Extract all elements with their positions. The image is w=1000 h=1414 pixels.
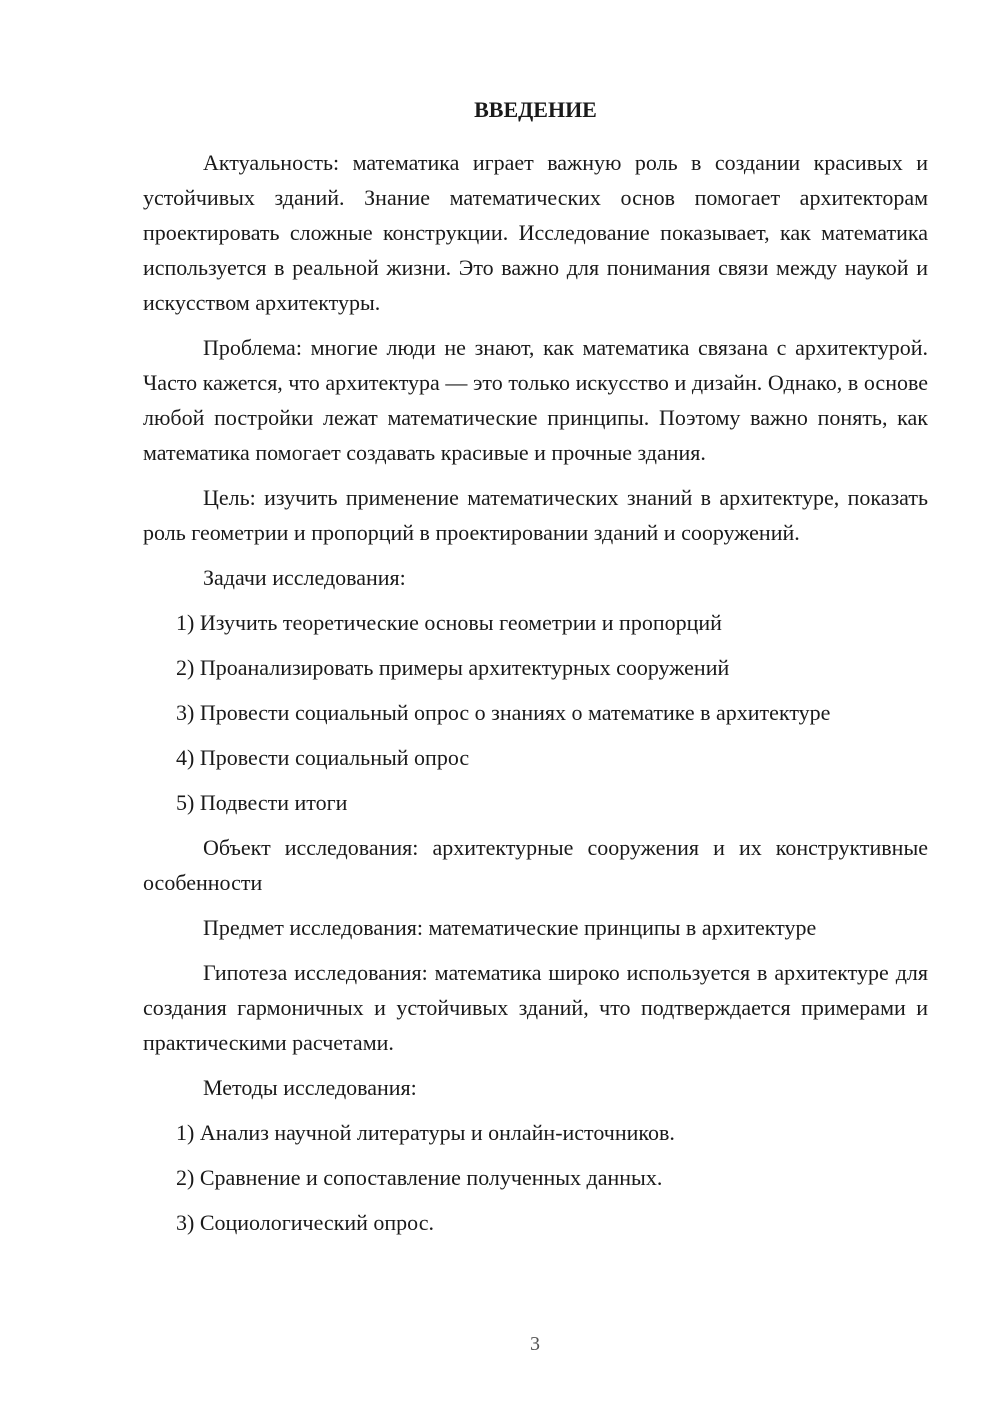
page-title: ВВЕДЕНИЕ — [474, 97, 597, 122]
method-item-3: 3) Социологический опрос. — [176, 1210, 434, 1235]
method-item-2: 2) Сравнение и сопоставление полученных данных. — [176, 1165, 663, 1190]
paragraph-relevance: Актуальность: математика играет важную роль в создании красивых и устойчивых зданий. Знание математических основ помогает архитекторам проектировать сложные конструкции. Исследование показывает, как математика используется в реальной жизни. Это важно для понимания связи между наукой и искусством архитектуры. — [143, 150, 928, 315]
task-item-1: 1) Изучить теоретические основы геометрии и пропорций — [176, 610, 722, 635]
tasks-heading: Задачи исследования: — [203, 565, 406, 590]
paragraph-subject: Предмет исследования: математические принципы в архитектуре — [203, 915, 817, 940]
paragraph-goal: Цель: изучить применение математических знаний в архитектуре, показать роль геометрии и пропорций в проектировании зданий и сооружений. — [143, 485, 928, 545]
task-item-3: 3) Провести социальный опрос о знаниях о математике в архитектуре — [176, 700, 831, 725]
task-item-2: 2) Проанализировать примеры архитектурных сооружений — [176, 655, 730, 680]
methods-heading: Методы исследования: — [203, 1075, 417, 1100]
task-item-5: 5) Подвести итоги — [176, 790, 348, 815]
document-page — [143, 95, 928, 1250]
task-item-4: 4) Провести социальный опрос — [176, 745, 470, 770]
page-number: 3 — [530, 1333, 540, 1355]
paragraph-hypothesis: Гипотеза исследования: математика широко используется в архитектуре для создания гармоничных и устойчивых зданий, что подтверждается примерами и практическими расчетами. — [143, 960, 928, 1055]
paragraph-problem: Проблема: многие люди не знают, как математика связана с архитектурой. Часто кажется, что архитектура — это только искусство и дизайн. Однако, в основе любой постройки лежат математические принципы. Поэтому важно понять, как математика помогает создавать красивые и прочные здания. — [143, 335, 928, 465]
paragraph-object: Объект исследования: архитектурные сооружения и их конструктивные особенности — [143, 835, 928, 895]
method-item-1: 1) Анализ научной литературы и онлайн-источников. — [176, 1120, 675, 1145]
